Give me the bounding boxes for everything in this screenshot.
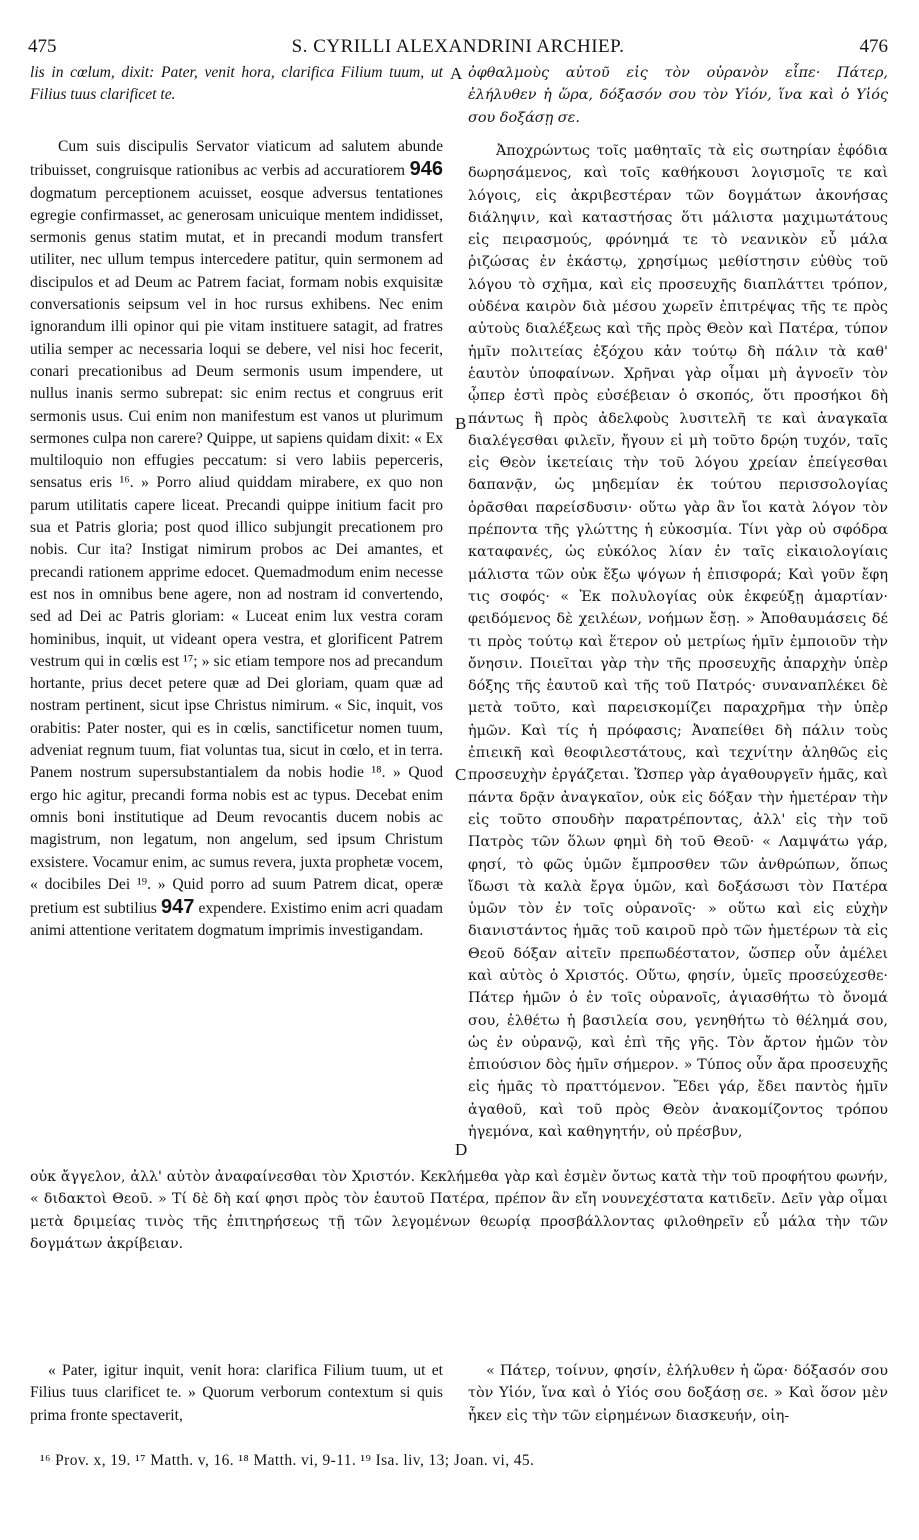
latin-text-part-1: Cum suis discipulis Servator viaticum ad salutem abunde tribuisset, congruisque rationibus ac verbis ad accuratiorem — [30, 138, 443, 180]
greek-main-paragraph: Ἀποχρώντως τοῖς μαθηταῖς τὰ εἰς σωτηρίαν ἐφόδια δωρησάμενος, καὶ τοῖς καθήκουσι λογισμοῖς τε καὶ λόγοις, εἰς ἀκριβεστέραν τῶν δογμάτων ἀκονήσας διάληψιν, καὶ καταστήσας ὅτι μάλιστα μαχιμωτάτους εἰς πειρασμούς, φρόνημά τε τὸ νεανικὸν εὖ μάλα ῥιζώσας ἐν ἑκάστῳ, χρησίμως μεθίστησιν εὐθὺς τοῦ λόγου τὸ σχῆμα, καὶ εἰς προσευχῆς διαπλάττει τρόπον, οὐδένα καιρὸν διὰ μέσου χωρεῖν ἐπιτρέψας τῆς τε πρὸς αὐτοὺς διαλέξεως καὶ τῆς πρὸς Θεὸν καὶ Πατέρα, τύπον ἡμῖν πολιτείας ἐξόχου κἀν τούτῳ δὴ πάλιν τὰ καθ' ἑαυτὸν ὑποφαίνων. Χρῆναι γὰρ οἶμαι μὴ ἀγνοεῖν τὸν ᾧπερ ἐστὶ πρὸς εὐσέβειαν ὁ σκοπός, ὅτι προσήκοι δὴ πάντως ἢ πρὸς ἀδελφοὺς λυσιτελῆ τε καὶ ἀναγκαῖα διαλέγεσθαι φιλεῖν, ἤγουν εἰ μὴ τοῦτο δρῴη τυχόν, ταῖς εἰς Θεὸν ἱκετείαις τὴν τοῦ λόγου χρείαν ἐπείγεσθαι δαπανᾷν, ὡς μηδεμίαν ἐκ τούτου περισσολογίας ὁρᾶσθαι παρείσδυσιν· οὕτω γὰρ ἂν ἴοι κατὰ λόγον τὸν πρέποντα τῆς γλώττης ἡ εὐκοσμία. Τίνι γὰρ οὐ σφόδρα καταφανές, ὡς εὐκόλος λίαν ἐν ταῖς εἰκαιολογίαις μάλιστα τῶν οὐκ ἔξω ψόγων ἡ ἐπισφορά; Καὶ γοῦν ἔφη τις σοφός· « Ἐκ πολυλογίας οὐκ ἐκφεύξῃ ἁμαρτίαν· φειδόμενος δὲ χειλέων, νοήμων ἔσῃ. » Ἀποθαυμάσεις δέ τι πρὸς τούτῳ καὶ ἕτερον οὐ μετρίως ἡμῖν ἐμποιοῦν τὴν ὄνησιν. Ποιεῖται γὰρ τὴν τῆς προσευχῆς ἀπαρχὴν ὑπὲρ δόξης τῆς ἑαυτοῦ καὶ τῆς τοῦ Πατρός· συναναπλέκει δὲ μετὰ τοῦτο, καὶ παρεισκομίζει παραχρῆμα τὴν ὑπὲρ ἡμῶν. Καὶ τίς ἡ πρόφασις; Ἀναπείθει δὴ πάλιν τοὺς ἐπιεικῆ καὶ θεοφιλεστάτους, καὶ τεχνίτην ἀληθῶς εἰς προσευχὴν ἐργάζεται. Ὥσπερ γὰρ ἀγαθουργεῖν ἡμᾶς, καὶ πάντα δρᾷν ἀναγκαῖον, οὐκ εἰς δόξαν τὴν ἡμετέραν τὴν εἰς τοῦτο σπουδὴν παρατρέποντας, ἀλλ' εἰς τὴν τοῦ Πατρὸς τῶν ὅλων φημὶ δὴ τοῦ Θεοῦ· « Λαμψάτω γάρ, φησί, τὸ φῶς ὑμῶν ἔμπροσθεν τῶν ἀνθρώπων, ὅπως ἴδωσι τὰ καλὰ ἔργα ὑμῶν, καὶ δοξάσωσι τὸν Πατέρα ὑμῶν τὸν ἐν τοῖς οὐρανοῖς· » οὕτω καὶ εἰς εὐχὴν διανιστάντος ἡμᾶς τοῦ καιροῦ πρὸ τῶν ἡμετέρων τὰ εἰς Θεοῦ δόξαν αἰτεῖν πρεπωδέστατον, ὥσπερ οὖν ἀμέλει καὶ αὐτὸς ὁ Χριστός. Οὕτω, φησίν, ὑμεῖς προσεύχεσθε· Πάτερ ἡμῶν ὁ ἐν τοῖς οὐρανοῖς, ἁγιασθήτω τὸ ὄνομά σου, ἐλθέτω ἡ βασιλεία σου, γενηθήτω τὸ θέλημά σου, ὡς ἐν οὐρανῷ, καὶ ἐπὶ τῆς γῆς. Τὸν ἄρτον ἡμῶν τὸν ἐπιούσιον δὸς ἡμῖν σήμερον. » Τύπος οὖν ἄρα προσευχῆς εἰς ἡμᾶς τὸ πραττόμενον. Ἔδει γάρ, ἔδει παντὸς ἡμῖν ἀγαθοῦ, καὶ τοῦ πρὸς Θεὸν ἀνακομίζοντος τρόπου ἡγεμόνα, καὶ καθηγητήν, οὐ πρέσβυν, — [468, 143, 888, 1141]
greek-full-width-paragraph: οὐκ ἄγγελον, ἀλλ' αὐτὸν ἀναφαίνεσθαι τὸν Χριστόν. Κεκλήμεθα γὰρ καὶ ἐσμὲν ὄντως κατὰ τὴν τοῦ προφήτου φωνήν, « διδακτοὶ Θεοῦ. » Τί δὲ δὴ καί φησι πρὸς τὸν ἑαυτοῦ Πατέρα, πρέπον ἂν εἴη νουνεχέστατα κατιδεῖν. Δεῖν γὰρ οἶμαι μετὰ δριμείας τινὸς τῆς ἐπιτηρήσεως τῇ τῶν λεγομένων θεωρίᾳ προσβάλλοντας φιλοθηρεῖν εὖ μάλα τὴν τῶν δογμάτων ἀκρίβειαν. — [30, 1169, 888, 1253]
latin-main-paragraph — [30, 136, 443, 943]
page-number-left: 475 — [28, 36, 57, 57]
section-marker-a: A — [450, 64, 463, 83]
latin-column — [30, 136, 443, 943]
column-number-946: 946 — [409, 158, 443, 181]
greek-bottom-paragraph: « Πάτερ, τοίνυν, φησίν, ἐλήλυθεν ἡ ὥρα· δόξασόν σου τὸν Υἱόν, ἵνα καὶ ὁ Υἱός σου δοξάσῃ σε. » Καὶ ὅσον μὲν ἧκεν εἰς τὴν τῶν εἰρημένων διασκευήν, οἰη- — [468, 1363, 888, 1424]
latin-bottom-text — [30, 1360, 443, 1427]
page-header — [28, 36, 888, 60]
column-number-947: 947 — [160, 896, 195, 919]
greek-top-text — [468, 62, 888, 129]
latin-top-text — [30, 62, 443, 107]
section-marker-c: C — [455, 765, 467, 784]
greek-top-paragraph: ὀφθαλμοὺς αὐτοῦ εἰς τὸν οὐρανὸν εἶπε· Πάτερ, ἐλήλυθεν ἡ ὥρα, δόξασόν σου τὸν Υἱόν, ἵνα καὶ ὁ Υἱός σου δοξάσῃ σε. — [468, 65, 888, 126]
running-title: S. CYRILLI ALEXANDRINI ARCHIEP. — [291, 36, 625, 57]
greek-full-width-text — [30, 1166, 888, 1256]
greek-bottom-text — [468, 1360, 888, 1427]
latin-top-paragraph: lis in cœlum, dixit: Pater, venit hora, clarifica Filium tuum, ut Filius tuus clarificet te. — [30, 64, 443, 104]
section-marker-b: B — [455, 414, 467, 433]
latin-text-part-2: dogmatum perceptionem acuisset, eosque adversus tentationes egregie confirmasset, ac generosam unicuique mentem indidisset, sermonis genus statim mutat, et in precandi modum transfert utiliter, nec ullum tempus intercedere patitur, quin sermonem ad discipulos et ad Deum ac Patrem faciat, formam nobis exquisitæ conversationis seipsum vel in hoc rursus exhibens. Nec enim ignorandum illi opinor qui pie vitam instituere satagit, ad fratres utilia semper ac necessaria loqui se debere, vel nisi hoc fecerit, conari precationibus ad Deum sermonis usum impendere, ut nullus inanis sermo subrepat: sic enim rectus et congruus erit sermonis usus. Cui enim non manifestum est vanos ut plurimum sermones culpa non carere? Quippe, ut sapiens quidam dixit: « Ex multiloquio non effugies peccatum: si vero labiis peperceris, sensatus eris ¹⁶. » Porro aliud quiddam mirabere, ex quo non parum utilitatis capere liceat. Precandi quippe initium facit pro sua et Patris gloria; post quod illico subjungit precationem pro nobis. Cur ita? Instigat nimirum probos ac Dei amantes, et precandi rationem apprime edocet. Quemadmodum enim necesse est nos in omnibus bene agere, non ad nostram id convertendo, sed ad Dei ac Patris gloriam: « Luceat enim lux vestra coram hominibus, inquit, ut videant opera vestra, et glorificent Patrem vestrum qui in cœlis est ¹⁷; » sic etiam tempore nos ad precandum hortante, prius decet petere quæ ad Dei gloriam, quam quæ ad nostram pertinent, sicut ipse Christus nimirum. « Sic, inquit, vos orabitis: Pater noster, qui es in cœlis, sanctificetur nomen tuum, adveniat regnum tuum, fiat voluntas tua, sicut in cœlo, et in terra. Panem nostrum supersubstantialem da nobis hodie ¹⁸. » Quod ergo hic agitur, precandi forma nobis est ac typus. Decebat enim omnis boni institutique ad Deum revocantis ducem nobis ac magistrum, non legatum, non angelum, sed ipsum Christum exsistere. Vocamur enim, ac sumus revera, juxta prophetæ vocem, « docibiles Dei ¹⁹. » Quid porro ad suum Patrem dicat, operæ pretium est subtilius — [30, 184, 443, 918]
page-number-right: 476 — [859, 36, 888, 57]
greek-column — [468, 140, 888, 1143]
footnotes: ¹⁶ Prov. x, 19. ¹⁷ Matth. v, 16. ¹⁸ Matth. vi, 9-11. ¹⁹ Isa. liv, 13; Joan. vi, 45. — [40, 1452, 535, 1469]
section-marker-d: D — [455, 1140, 468, 1159]
latin-text-part-3: expendere. Existimo enim acri quadam animi attentione veritatem dogmatum imprimis investigandam. — [30, 900, 443, 940]
latin-bottom-paragraph: « Pater, igitur inquit, venit hora: clarifica Filium tuum, ut et Filius tuus clarificet te. » Quorum verborum contextum si quis prima fronte spectaverit, — [30, 1362, 443, 1424]
